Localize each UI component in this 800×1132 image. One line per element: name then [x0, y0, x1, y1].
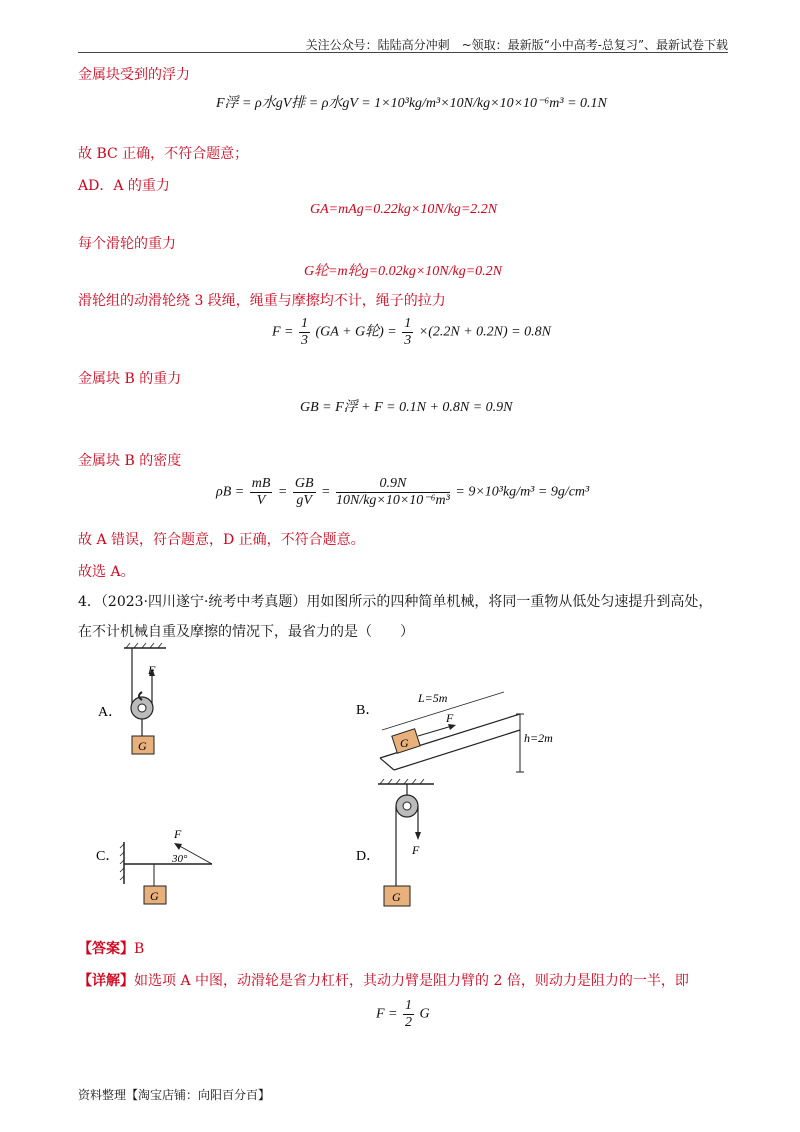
detail-line [78, 970, 689, 990]
rope-tension-label: 滑轮组的动滑轮绕 3 段绳，绳重与摩擦均不计，绳子的拉力 [78, 293, 446, 309]
fraction-one-half [403, 998, 414, 1031]
final-equation [376, 998, 430, 1031]
weight-label: G [392, 890, 401, 904]
gpulley-equation: G轮=m轮g=0.02kg×10N/kg=0.2N [304, 264, 503, 279]
answer-line [78, 938, 144, 958]
gb-label: 金属块 B 的重力 [78, 371, 182, 387]
angle-label: 30° [172, 853, 188, 865]
bc-correct-text: 故 BC 正确，不符合题意； [78, 146, 249, 162]
weight-label: G [138, 739, 147, 753]
force-label: F [446, 711, 454, 725]
rho-fraction-3 [336, 476, 450, 509]
tension-eq-right: ×(2.2N + 0.2N) = 0.8N [418, 324, 551, 340]
figure-b-inclined-plane [350, 680, 590, 780]
figure-c-lever [90, 820, 230, 920]
density-equation: ρB = $\frac{mB}{V}$ = $\frac{GB}{gV}$ = $\frac{0.9N}{\text{10N/kg×10×10⁻⁶m³}}$ = 9×10³kg/m³ = 9g/cm³ [216, 476, 590, 508]
rho-fraction-2 [293, 476, 316, 509]
buoyancy-equation: F浮 = ρ水gV排 = ρ水gV = 1×10³kg/m³×10N/kg×10×10⁻⁶m³ = 0.1N [216, 96, 607, 111]
pull-force [418, 726, 452, 736]
weight-label: G [150, 889, 159, 903]
height-label: h=2m [524, 731, 553, 745]
tension-eq-left: F = [272, 324, 294, 340]
rho-lhs: ρB = [216, 484, 245, 500]
rho-den-2: gV [296, 493, 312, 508]
page-footer: 资料整理【淘宝店铺：向阳百分百】 [78, 1088, 271, 1102]
question-4-line-1: 4．（2023·四川遂宁·统考中考真题）用如图所示的四种简单机械，将同一重物从低处匀速提升到高处， [78, 594, 713, 610]
detail-text: 如选项 A 中图，动滑轮是省力杠杆，其动力臂是阻力臂的 2 倍，则动力是阻力的一半，即 [134, 973, 689, 989]
rho-num-1: mB [251, 476, 271, 491]
ad-label: AD．A 的重力 [78, 178, 170, 194]
answer-bracket: 【答案】 [78, 941, 134, 957]
weight-label: G [400, 736, 409, 750]
ga-equation: GA=mAg=0.22kg×10N/kg=2.2N [310, 202, 498, 217]
half-numerator: 1 [405, 998, 412, 1013]
force-label: F [148, 663, 156, 677]
option-d-label: D． [356, 849, 381, 864]
gb-equation: GB = F浮 + F = 0.1N + 0.8N = 0.9N [300, 400, 513, 415]
fraction-numerator-2: 1 [404, 316, 412, 331]
option-a-label: A． [98, 705, 123, 720]
fraction-one-third [299, 316, 310, 349]
density-label: 金属块 B 的密度 [78, 453, 182, 469]
question-4-line-2: 在不计机械自重及摩擦的情况下，最省力的是（ ） [78, 624, 414, 640]
option-c-label: C． [96, 849, 120, 864]
final-eq-right: G [419, 1006, 430, 1022]
pulley-axle [138, 704, 146, 712]
tension-eq-mid: (GA + G轮) = [315, 324, 397, 340]
pulley-axle [403, 802, 411, 810]
hook [139, 692, 142, 700]
detail-bracket: 【详解】 [78, 973, 134, 989]
force-label: F [412, 843, 420, 857]
half-denominator: 2 [405, 1015, 412, 1030]
fraction-numerator: 1 [301, 316, 308, 331]
header-divider [78, 52, 728, 53]
a-wrong-text: 故 A 错误，符合题意，D 正确，不符合题意。 [78, 532, 365, 548]
tension-equation [272, 316, 551, 349]
force-label: F [174, 827, 182, 841]
figure-d-fixed-pulley [350, 776, 470, 916]
rho-den-1: V [256, 493, 266, 508]
rho-num-2: GB [294, 476, 314, 491]
incline-end [380, 758, 394, 770]
rho-fraction-1 [250, 476, 273, 509]
rho-den-3: 10N/kg×10×10⁻⁶m³ [335, 493, 450, 508]
page-header: 关注公众号：陆陆高分冲刺 ~领取：最新版“小中高考-总复习”、最新试卷下载 [305, 38, 728, 52]
rho-result: = 9×10³kg/m³ = 9g/cm³ [455, 484, 590, 500]
force-arrow [415, 832, 421, 840]
fraction-denominator: 3 [301, 333, 308, 348]
fraction-one-third-2 [402, 316, 413, 349]
option-b-label: B． [356, 703, 380, 718]
answer-value: B [134, 941, 145, 957]
buoyancy-label: 金属块受到的浮力 [78, 67, 190, 83]
length-label: L=5m [418, 691, 448, 705]
choose-a-text: 故选 A。 [78, 564, 135, 580]
final-eq-left: F = [376, 1006, 398, 1022]
fraction-denominator-2: 3 [404, 333, 412, 348]
pulley-weight-label: 每个滑轮的重力 [78, 236, 176, 252]
rho-num-3: 0.9N [336, 476, 450, 493]
figure-a-movable-pulley [90, 640, 210, 770]
